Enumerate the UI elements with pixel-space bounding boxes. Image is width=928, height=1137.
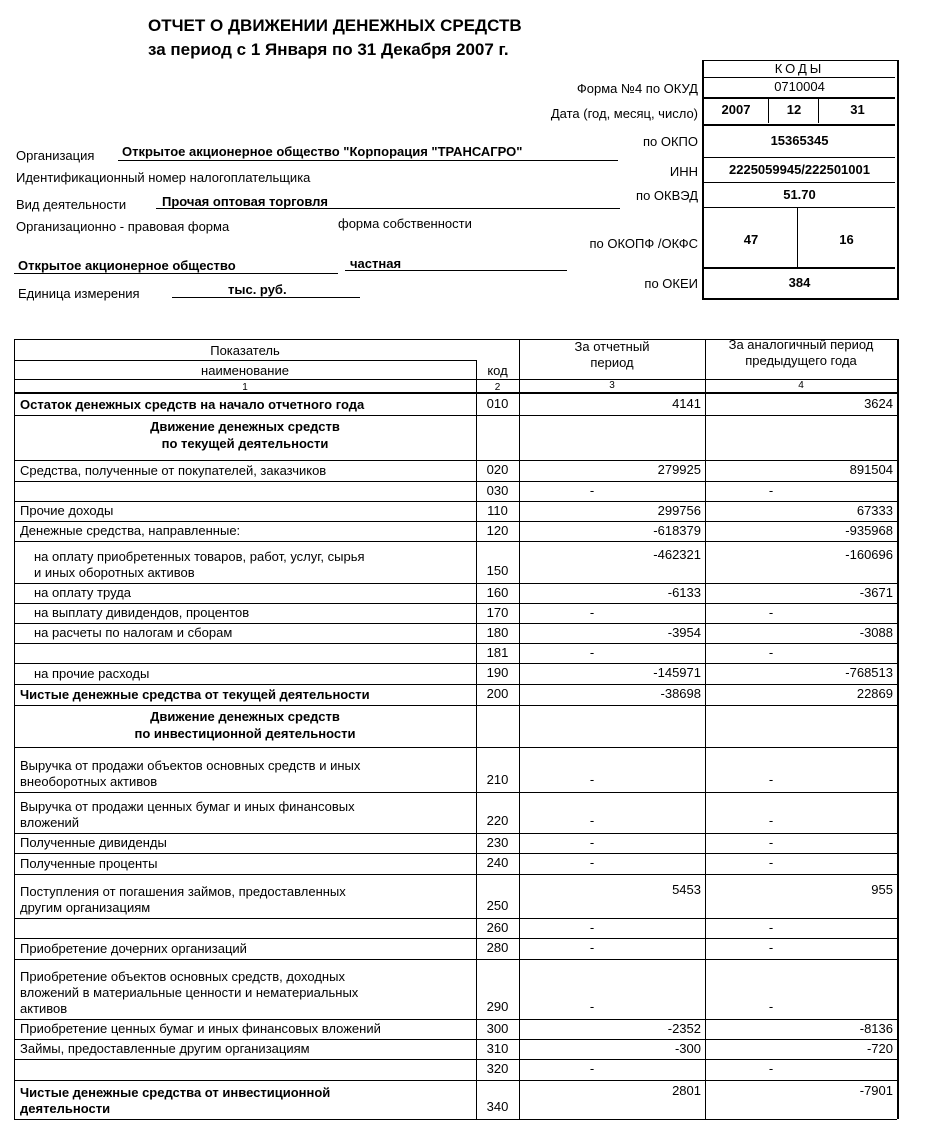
- row-current-value: -462321: [653, 547, 701, 562]
- row-code: 181: [486, 645, 509, 660]
- row-current-value: -: [589, 940, 595, 955]
- row-code: 180: [486, 625, 509, 640]
- inn-label: ИНН: [669, 164, 698, 179]
- row-previous-value: -935968: [845, 523, 893, 538]
- row-previous-value: -160696: [845, 547, 893, 562]
- row-previous-value: -: [768, 855, 774, 870]
- row-code: 310: [486, 1041, 509, 1056]
- row-code: 290: [486, 999, 509, 1014]
- row-previous-value: -: [768, 920, 774, 935]
- row-label: и иных оборотных активов: [34, 565, 195, 580]
- col-code-head: код: [487, 363, 508, 378]
- legal-form-value: Открытое акционерное общество: [18, 258, 236, 273]
- inn-value: 2225059945/222501001: [729, 162, 870, 177]
- row-label: Выручка от продажи объектов основных средств и иных: [20, 758, 361, 773]
- row-code: 170: [486, 605, 509, 620]
- row-current-value: -: [589, 483, 595, 498]
- ownership-label: форма собственности: [338, 216, 472, 231]
- row-code: 250: [486, 898, 509, 913]
- row-previous-value: -768513: [845, 665, 893, 680]
- col-num-4: 4: [798, 380, 804, 391]
- row-previous-value: -: [768, 940, 774, 955]
- okpo-value: 15365345: [770, 133, 829, 148]
- row-current-value: -: [589, 772, 595, 787]
- row-current-value: 4141: [672, 396, 701, 411]
- row-previous-value: -: [768, 483, 774, 498]
- section-title: Движение денежных средств: [150, 419, 340, 434]
- row-current-value: -618379: [653, 523, 701, 538]
- row-label: Полученные проценты: [20, 856, 158, 871]
- row-label: вложений в материальные ценности и нематериальных: [20, 985, 359, 1000]
- row-label: Остаток денежных средств на начало отчетного года: [20, 397, 365, 412]
- okei-label: по ОКЕИ: [644, 276, 698, 291]
- row-previous-value: 3624: [864, 396, 893, 411]
- section-title: Движение денежных средств: [150, 709, 340, 724]
- row-label: активов: [20, 1001, 68, 1016]
- row-current-value: -: [589, 1061, 595, 1076]
- row-current-value: -: [589, 999, 595, 1014]
- okud-label: Форма №4 по ОКУД: [576, 81, 698, 96]
- row-code: 030: [486, 483, 509, 498]
- col-previous-head-1: За аналогичный период: [728, 337, 874, 352]
- row-code: 300: [486, 1021, 509, 1036]
- row-label: другим организациям: [20, 900, 151, 915]
- row-current-value: -300: [674, 1041, 701, 1056]
- row-label: внеоборотных активов: [20, 774, 158, 789]
- ownership-value: частная: [350, 256, 402, 271]
- org-value: Открытое акционерное общество "Корпорация "ТРАНСАГРО": [122, 144, 523, 159]
- legal-form-label: Организационно - правовая форма: [16, 219, 230, 234]
- row-current-value: 299756: [657, 503, 701, 518]
- okopf-value: 47: [743, 232, 759, 247]
- row-current-value: -: [589, 645, 595, 660]
- row-code: 020: [486, 462, 509, 477]
- okei-value: 384: [788, 275, 811, 290]
- taxpayer-id-label: Идентификационный номер налогоплательщика: [16, 170, 311, 185]
- row-current-value: -145971: [653, 665, 701, 680]
- col-current-head-2: период: [590, 355, 634, 370]
- row-previous-value: -: [768, 813, 774, 828]
- row-label: Займы, предоставленные другим организациям: [20, 1041, 310, 1056]
- row-code: 200: [486, 686, 509, 701]
- row-label: Чистые денежные средства от инвестиционной: [20, 1085, 331, 1100]
- row-code: 230: [486, 835, 509, 850]
- section-title: по текущей деятельности: [161, 436, 329, 451]
- row-label: деятельности: [20, 1101, 111, 1116]
- row-code: 220: [486, 813, 509, 828]
- row-previous-value: -8136: [859, 1021, 893, 1036]
- row-previous-value: -: [768, 999, 774, 1014]
- row-label: Приобретение объектов основных средств, доходных: [20, 969, 345, 984]
- col-previous-head-2: предыдущего года: [745, 353, 857, 368]
- row-label: на выплату дивидендов, процентов: [34, 605, 250, 620]
- col-indicator-head: Показатель: [210, 343, 280, 358]
- row-label: на прочие расходы: [34, 666, 150, 681]
- cash-flow-table: [14, 339, 897, 1129]
- row-previous-value: 955: [871, 882, 893, 897]
- row-label: на оплату труда: [34, 585, 131, 600]
- row-previous-value: -7901: [859, 1083, 893, 1098]
- row-label: Средства, полученные от покупателей, заказчиков: [20, 463, 327, 478]
- row-code: 260: [486, 920, 509, 935]
- row-code: 240: [486, 855, 509, 870]
- row-previous-value: 891504: [849, 462, 893, 477]
- row-previous-value: -: [768, 835, 774, 850]
- okved-value: 51.70: [783, 187, 816, 202]
- row-current-value: -38698: [660, 686, 701, 701]
- codes-heading: КОДЫ: [774, 61, 825, 76]
- row-code: 280: [486, 940, 509, 955]
- row-current-value: -: [589, 813, 595, 828]
- col-num-2: 2: [494, 382, 501, 393]
- row-code: 120: [486, 523, 509, 538]
- col-current-head-1: За отчетный: [574, 339, 650, 354]
- org-label: Организация: [16, 148, 95, 163]
- row-previous-value: 67333: [856, 503, 893, 518]
- row-code: 210: [486, 772, 509, 787]
- date-day: 31: [850, 102, 865, 117]
- row-current-value: -: [589, 920, 595, 935]
- okpo-label: по ОКПО: [642, 134, 698, 149]
- okfs-value: 16: [839, 232, 854, 247]
- row-label: Выручка от продажи ценных бумаг и иных финансовых: [20, 799, 355, 814]
- row-label: Приобретение ценных бумаг и иных финансовых вложений: [20, 1021, 381, 1036]
- row-code: 150: [486, 563, 509, 578]
- row-current-value: 5453: [672, 882, 701, 897]
- col-num-3: 3: [609, 380, 615, 391]
- row-current-value: -2352: [667, 1021, 701, 1036]
- row-code: 010: [486, 396, 509, 411]
- row-label: на оплату приобретенных товаров, работ, услуг, сырья: [34, 549, 365, 564]
- row-label: Полученные дивиденды: [20, 835, 167, 850]
- row-previous-value: 22869: [856, 686, 893, 701]
- row-label: Чистые денежные средства от текущей деятельности: [20, 687, 370, 702]
- okopf-label: по ОКОПФ /ОКФС: [589, 236, 698, 251]
- row-label: Денежные средства, направленные:: [20, 523, 241, 538]
- row-code: 340: [486, 1099, 509, 1114]
- row-label: Прочие доходы: [20, 503, 114, 518]
- unit-value: тыс. руб.: [228, 282, 287, 297]
- row-current-value: 2801: [672, 1083, 701, 1098]
- row-previous-value: -720: [866, 1041, 893, 1056]
- row-previous-value: -: [768, 1061, 774, 1076]
- row-label: Приобретение дочерних организаций: [20, 941, 247, 956]
- col-num-1: 1: [242, 382, 248, 393]
- unit-label: Единица измерения: [18, 286, 140, 301]
- col-name-head: наименование: [201, 363, 289, 378]
- row-previous-value: -: [768, 605, 774, 620]
- row-current-value: -: [589, 605, 595, 620]
- date-month: 12: [786, 102, 802, 117]
- row-previous-value: -: [768, 772, 774, 787]
- row-previous-value: -3088: [859, 625, 893, 640]
- row-label: вложений: [20, 815, 80, 830]
- okud-value: 0710004: [774, 79, 825, 94]
- codes-box: [702, 60, 899, 300]
- okved-label: по ОКВЭД: [636, 188, 698, 203]
- row-code: 320: [486, 1061, 509, 1076]
- row-current-value: -6133: [667, 585, 701, 600]
- row-previous-value: -3671: [859, 585, 893, 600]
- activity-value: Прочая оптовая торговля: [162, 194, 328, 209]
- row-code: 160: [486, 585, 509, 600]
- row-label: на расчеты по налогам и сборам: [34, 625, 233, 640]
- activity-label: Вид деятельности: [16, 197, 127, 212]
- row-label: Поступления от погашения займов, предоставленных: [20, 884, 346, 899]
- row-code: 110: [487, 503, 508, 518]
- row-code: 190: [486, 665, 509, 680]
- section-title: по инвестиционной деятельности: [134, 726, 356, 741]
- row-current-value: 279925: [657, 462, 701, 477]
- row-current-value: -3954: [667, 625, 701, 640]
- row-current-value: -: [589, 855, 595, 870]
- row-current-value: -: [589, 835, 595, 850]
- report-period: за период с 1 Января по 31 Декабря 2007 г.: [148, 40, 509, 59]
- date-year: 2007: [721, 102, 751, 117]
- row-previous-value: -: [768, 645, 774, 660]
- date-label: Дата (год, месяц, число): [550, 106, 698, 121]
- report-title: ОТЧЕТ О ДВИЖЕНИИ ДЕНЕЖНЫХ СРЕДСТВ: [148, 16, 522, 35]
